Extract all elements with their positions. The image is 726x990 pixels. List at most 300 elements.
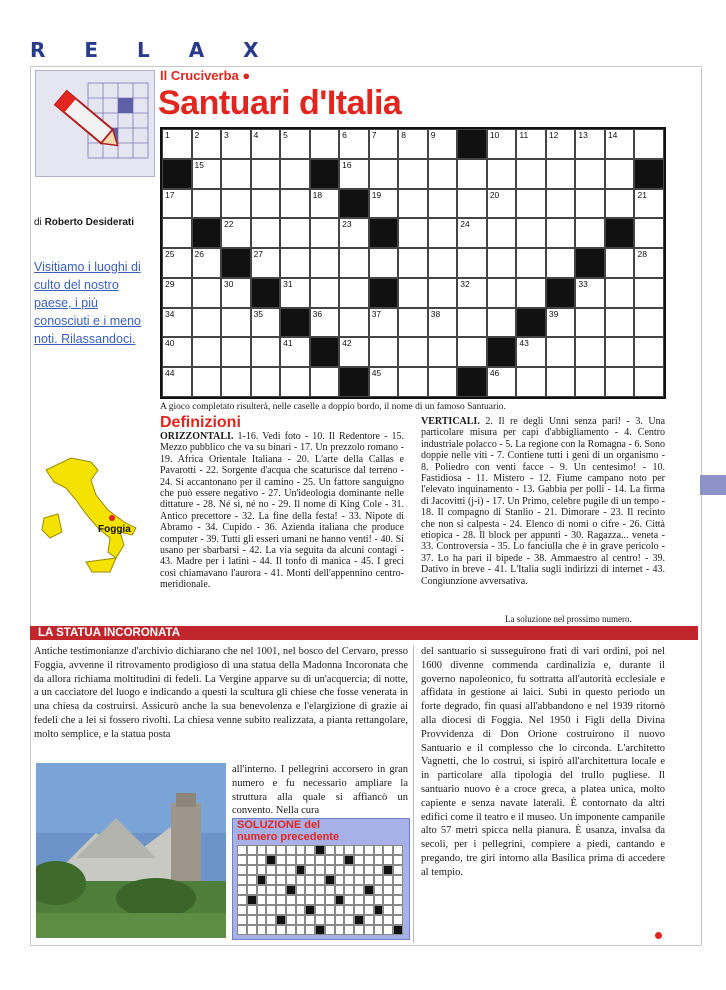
grid-cell[interactable] xyxy=(192,337,222,367)
grid-cell[interactable] xyxy=(516,248,546,278)
solution-cell xyxy=(383,885,393,895)
solution-cell xyxy=(276,885,286,895)
solution-cell xyxy=(296,915,306,925)
previous-solution-grid xyxy=(237,845,403,935)
grid-cell[interactable] xyxy=(516,367,546,397)
tagline: Visitiamo i luoghi di culto del nostro paese, i più conosciuti e i meno noti. Rilassandoci. xyxy=(34,260,142,346)
grid-cell[interactable] xyxy=(516,189,546,219)
grid-cell[interactable] xyxy=(428,159,458,189)
grid-cell[interactable] xyxy=(221,367,251,397)
grid-cell[interactable] xyxy=(192,189,222,219)
solution-cell xyxy=(325,875,335,885)
solution-cell xyxy=(315,885,325,895)
grid-cell[interactable] xyxy=(221,337,251,367)
grid-cell[interactable] xyxy=(221,248,251,278)
grid-cell[interactable] xyxy=(251,159,281,189)
grid-cell[interactable] xyxy=(398,218,428,248)
grid-cell[interactable] xyxy=(369,189,399,219)
grid-cell[interactable] xyxy=(516,308,546,338)
grid-cell[interactable] xyxy=(398,129,428,159)
grid-cell[interactable] xyxy=(310,337,340,367)
grid-cell[interactable] xyxy=(221,129,251,159)
previous-solution-title: SOLUZIONE del numero precedente xyxy=(237,819,340,843)
grid-cell[interactable] xyxy=(428,337,458,367)
grid-cell[interactable] xyxy=(457,278,487,308)
cell-number: 16 xyxy=(342,159,352,170)
grid-cell[interactable] xyxy=(310,129,340,159)
cell-number: 46 xyxy=(489,368,500,379)
grid-cell[interactable] xyxy=(339,367,369,397)
grid-cell[interactable] xyxy=(339,248,369,278)
grid-cell[interactable] xyxy=(428,367,458,397)
cell-number: 11 xyxy=(519,130,529,140)
grid-cell[interactable] xyxy=(605,308,635,338)
solution-cell xyxy=(325,855,335,865)
solution-cell xyxy=(335,855,345,865)
grid-cell[interactable] xyxy=(398,248,428,278)
solution-cell xyxy=(276,845,286,855)
grid-cell[interactable] xyxy=(251,337,281,367)
solution-cell xyxy=(354,845,364,855)
cell-number: 13 xyxy=(578,130,588,140)
grid-cell[interactable] xyxy=(221,218,251,248)
grid-cell[interactable] xyxy=(398,189,428,219)
author-line: di Roberto Desiderati xyxy=(34,217,135,228)
grid-cell[interactable] xyxy=(605,129,635,159)
grid-cell[interactable] xyxy=(280,218,310,248)
grid-cell[interactable] xyxy=(162,308,192,338)
vertical-clues: VERTICALI. 2. Il re degli Unni senza pari! - 3. Una particolare misura per capi d'abbigliamento - 4. Centro industriale polacco - 5. La regione con la Romagna - 6. Sono doppie nelle viti - 7. Contiene tutti i geni di un organismo - 8. Poliedro con venti facce - 9. Un centesimo! - 10. Fastidiosa - 11. Mistero - 12. Fiume campano noto per l'elevato inquinamento - 13. Gabbia per polli - 14. La firma di Jacovitti (j-i) - 17. Un Primo, celebre pugile di un tempo - 18. Il compagno di Stanlio - 21. Dimorare - 23. Il recinto che non si calpesta - 24. Elenco di nomi o cifre - 26. Città etiopica - 28. Il block per appunti - 30. Ragazza... veneta - 33. Controversia - 35. Lo fanciulla che è in grave pericolo - 37. Lo ha pari il bipede - 38. Ammaestro al centro! - 39. Dativo in breve - 41. L'Italia sugli indirizzi di internet - 43. Congiunzione avversativa. xyxy=(421,416,666,587)
grid-cell[interactable] xyxy=(369,367,399,397)
grid-cell[interactable] xyxy=(339,189,369,219)
solution-cell xyxy=(296,925,306,935)
grid-cell[interactable] xyxy=(251,308,281,338)
grid-cell[interactable] xyxy=(369,337,399,367)
solution-cell xyxy=(276,925,286,935)
solution-cell xyxy=(257,905,267,915)
grid-cell[interactable] xyxy=(192,308,222,338)
grid-cell[interactable] xyxy=(487,367,517,397)
cell-number: 45 xyxy=(371,368,382,379)
grid-cell[interactable] xyxy=(162,189,192,219)
solution-cell xyxy=(383,865,393,875)
grid-cell[interactable] xyxy=(457,308,487,338)
crossword-logo xyxy=(35,70,155,177)
grid-cell[interactable] xyxy=(192,278,222,308)
grid-cell[interactable] xyxy=(398,278,428,308)
horizontal-clues: ORIZZONTALI. 1-16. Vedi foto - 10. Il Redentore - 15. Mezzo pubblico che va su binari - 17. Un prezzolo romano - 19. Africa Orientale Italiana - 20. L'arte della Callas e Pavarotti - 22. Sorgente d'acqua che scaturisce dal terreno - 24. Si accantonano per il camino - 25. Un fattore sanguigno che può essere negativo - 27. Un'ideologia dominante nelle dittature - 28. Né sì, né no - 29. Il nome di King Cole - 31. Antico precettore - 32. La fine della festa! - 33. Nipote di Abramo - 34. Cupido - 36. Azienda italiana che produce computer - 39. Tutti gli esseri umani ne hanno venti! - 40. Si usano per sbarbarsi - 42. La via seguita da alcuni contagi - 43. Madre per i latini - 44. Il tonfo di manica - 45. I greci così chiamavano l'aurora - 41. Monti dell'appennino centro-meridionale. xyxy=(160,431,405,591)
grid-cell[interactable] xyxy=(575,308,605,338)
grid-cell[interactable] xyxy=(546,308,576,338)
solution-cell xyxy=(305,905,315,915)
grid-cell[interactable] xyxy=(369,278,399,308)
grid-cell[interactable] xyxy=(605,248,635,278)
solution-cell xyxy=(237,875,247,885)
grid-cell[interactable] xyxy=(516,159,546,189)
solution-cell xyxy=(393,845,403,855)
cell-number: 31 xyxy=(283,278,293,289)
grid-cell[interactable] xyxy=(457,248,487,278)
solution-cell xyxy=(266,865,276,875)
grid-cell[interactable] xyxy=(428,308,458,338)
cell-number: 25 xyxy=(165,249,175,260)
solution-cell xyxy=(393,875,403,885)
grid-note: A gioco completato risulterà, nelle caselle a doppio bordo, il nome di un famoso Santuario. xyxy=(160,402,506,412)
grid-cell[interactable] xyxy=(516,218,546,248)
grid-cell[interactable] xyxy=(162,337,192,367)
grid-cell[interactable] xyxy=(280,189,310,219)
solution-cell xyxy=(315,915,325,925)
grid-cell[interactable] xyxy=(428,129,458,159)
solution-cell xyxy=(296,865,306,875)
grid-cell[interactable] xyxy=(457,337,487,367)
cell-number: 5 xyxy=(283,130,288,140)
solution-cell xyxy=(237,885,247,895)
grid-cell[interactable] xyxy=(605,189,635,219)
grid-cell[interactable] xyxy=(457,189,487,219)
cell-number: 15 xyxy=(194,159,204,170)
grid-cell[interactable] xyxy=(605,337,635,367)
grid-cell[interactable] xyxy=(280,129,310,159)
solution-cell xyxy=(383,855,393,865)
solution-cell xyxy=(374,855,384,865)
solution-cell xyxy=(247,845,257,855)
grid-cell[interactable] xyxy=(162,367,192,397)
solution-cell xyxy=(325,905,335,915)
grid-cell[interactable] xyxy=(428,278,458,308)
cell-number: 22 xyxy=(224,219,234,230)
grid-cell[interactable] xyxy=(310,367,340,397)
solution-cell xyxy=(344,895,354,905)
grid-cell[interactable] xyxy=(634,308,664,338)
grid-cell[interactable] xyxy=(251,367,281,397)
solution-cell xyxy=(383,925,393,935)
solution-cell xyxy=(364,885,374,895)
solution-cell xyxy=(247,925,257,935)
grid-cell[interactable] xyxy=(339,308,369,338)
grid-cell[interactable] xyxy=(398,337,428,367)
cell-number: 19 xyxy=(371,189,382,200)
grid-cell[interactable] xyxy=(251,218,281,248)
solution-cell xyxy=(354,855,364,865)
grid-cell[interactable] xyxy=(398,159,428,189)
solution-cell xyxy=(374,875,384,885)
solution-cell xyxy=(276,905,286,915)
grid-cell[interactable] xyxy=(634,367,664,397)
cell-number: 1 xyxy=(165,130,170,140)
solution-cell xyxy=(325,915,335,925)
grid-cell[interactable] xyxy=(487,308,517,338)
puzzle-title: Santuari d'Italia xyxy=(158,84,402,122)
grid-cell[interactable] xyxy=(339,337,369,367)
grid-cell[interactable] xyxy=(546,189,576,219)
grid-cell[interactable] xyxy=(487,248,517,278)
grid-cell[interactable] xyxy=(634,337,664,367)
grid-cell[interactable] xyxy=(575,189,605,219)
puzzle-kicker: Il Cruciverba ● xyxy=(160,68,251,83)
solution-cell xyxy=(237,905,247,915)
solution-cell xyxy=(335,875,345,885)
grid-cell[interactable] xyxy=(546,337,576,367)
grid-cell[interactable] xyxy=(575,159,605,189)
solution-cell xyxy=(344,885,354,895)
solution-cell xyxy=(364,915,374,925)
solution-cell xyxy=(257,855,267,865)
solution-cell xyxy=(257,885,267,895)
solution-cell xyxy=(286,845,296,855)
cell-number: 17 xyxy=(165,189,175,200)
grid-cell[interactable] xyxy=(487,129,517,159)
grid-cell[interactable] xyxy=(575,278,605,308)
solution-cell xyxy=(374,895,384,905)
solution-cell xyxy=(305,845,315,855)
solution-cell xyxy=(296,875,306,885)
grid-cell[interactable] xyxy=(634,278,664,308)
solution-cell xyxy=(364,845,374,855)
solution-cell xyxy=(325,925,335,935)
grid-cell[interactable] xyxy=(310,218,340,248)
grid-cell[interactable] xyxy=(575,337,605,367)
cell-number: 38 xyxy=(430,308,441,319)
solution-cell xyxy=(325,845,335,855)
grid-cell[interactable] xyxy=(634,189,664,219)
solution-cell xyxy=(305,885,315,895)
solution-cell xyxy=(374,925,384,935)
grid-cell[interactable] xyxy=(634,159,664,189)
solution-cell xyxy=(325,885,335,895)
solution-cell xyxy=(276,855,286,865)
solution-cell xyxy=(286,865,296,875)
grid-cell[interactable] xyxy=(457,218,487,248)
solution-cell xyxy=(266,875,276,885)
grid-cell[interactable] xyxy=(605,278,635,308)
grid-cell[interactable] xyxy=(487,218,517,248)
solution-cell xyxy=(364,865,374,875)
solution-cell xyxy=(286,875,296,885)
grid-cell[interactable] xyxy=(310,159,340,189)
grid-cell[interactable] xyxy=(575,248,605,278)
grid-cell[interactable] xyxy=(575,367,605,397)
grid-cell[interactable] xyxy=(162,159,192,189)
grid-cell[interactable] xyxy=(280,337,310,367)
grid-cell[interactable] xyxy=(428,218,458,248)
grid-cell[interactable] xyxy=(251,129,281,159)
cell-number: 4 xyxy=(253,130,259,140)
grid-cell[interactable] xyxy=(457,129,487,159)
grid-cell[interactable] xyxy=(428,248,458,278)
cell-number: 36 xyxy=(312,308,323,319)
grid-cell[interactable] xyxy=(428,189,458,219)
solution-cell xyxy=(266,855,276,865)
solution-cell xyxy=(374,845,384,855)
grid-cell[interactable] xyxy=(310,189,340,219)
cell-number: 32 xyxy=(460,278,470,289)
solution-cell xyxy=(266,895,276,905)
grid-cell[interactable] xyxy=(162,278,192,308)
grid-cell[interactable] xyxy=(516,129,546,159)
solution-cell xyxy=(257,895,267,905)
grid-cell[interactable] xyxy=(487,278,517,308)
article-left-text: Antiche testimonianze d'archivio dichiarano che nel 1001, nel bosco del Cervaro, presso Foggia, avvenne il ritrovamento prodigioso di una statua della Madonna Incoronata che da allora richiama moltitudini di fedeli. La Vergine apparve su di un'acquercia; di notte, a un cacciatore del luogo e indicando a questi la scultura gli chiese che fosse venerata in una chiesa da costruirsi. Assicurò anche la sua benevolenza e l'elargizione di grazie ai fedeli che a lei si fossero rivolti. La chiesa venne subito realizzata, a pianta rettangolare, molto semplice, e la statua posta xyxy=(34,646,408,740)
cell-number: 12 xyxy=(548,130,559,140)
cell-number: 3 xyxy=(224,130,229,140)
grid-cell[interactable] xyxy=(546,367,576,397)
solution-cell xyxy=(374,905,384,915)
grid-cell[interactable] xyxy=(546,159,576,189)
grid-cell[interactable] xyxy=(516,278,546,308)
grid-cell[interactable] xyxy=(251,248,281,278)
solution-cell xyxy=(315,875,325,885)
grid-cell[interactable] xyxy=(575,218,605,248)
grid-cell[interactable] xyxy=(192,218,222,248)
grid-cell[interactable] xyxy=(634,218,664,248)
grid-cell[interactable] xyxy=(192,129,222,159)
crossword-grid[interactable] xyxy=(160,127,666,399)
solution-cell xyxy=(393,905,403,915)
grid-cell[interactable] xyxy=(457,367,487,397)
cell-number: 44 xyxy=(165,368,175,379)
grid-cell[interactable] xyxy=(280,278,310,308)
solution-cell xyxy=(296,855,306,865)
grid-cell[interactable] xyxy=(339,129,369,159)
grid-cell[interactable] xyxy=(634,129,664,159)
grid-cell[interactable] xyxy=(369,129,399,159)
cell-number: 24 xyxy=(460,219,470,230)
article-right-text: del santuario si susseguirono frati di vari ordini, poi nel 1600 divenne commenda cardinalizia e, durante il governo napoleonico, fu sottratta all'autorità ecclesiale e affidata in gestione ai laici. Subì in questo periodo un forte degrado, fin quasi all'abbandono e nel 1939 ritornò alla diocesi di Foggia. Nel 1950 i Figli della Divina Provvidenza di Don Orione costruirono il nuovo Santuario e il complesso che lo circonda. L'architetto Vagnetti, che lo costruì, si ispirò all'architettura locale e in particolare alla tipologia del trullo pugliese. Il santuario nuovo è a croce greca, a platea unica, molto capiente e senza navate laterali. È contornato da altri edifici come il teatro e il museo. Un imponente campanile alto 57 metri spicca nella pianura. È usanza, invalsa da secoli, per i pellegrini, compiere a piedi, cantando e pregando, tre giri intorno alla Basilica prima di accedere al tempio. xyxy=(421,646,665,878)
cell-number: 6 xyxy=(342,130,347,140)
solution-cell xyxy=(383,905,393,915)
solution-cell xyxy=(247,875,257,885)
solution-cell xyxy=(237,865,247,875)
grid-cell[interactable] xyxy=(251,278,281,308)
solution-cell xyxy=(364,895,374,905)
solution-cell xyxy=(266,905,276,915)
solution-cell xyxy=(335,895,345,905)
grid-cell[interactable] xyxy=(221,159,251,189)
grid-cell[interactable] xyxy=(575,129,605,159)
grid-cell[interactable] xyxy=(605,367,635,397)
solution-cell xyxy=(247,895,257,905)
solution-cell xyxy=(296,905,306,915)
solution-cell xyxy=(374,865,384,875)
grid-cell[interactable] xyxy=(546,278,576,308)
cell-number: 34 xyxy=(165,308,175,319)
solution-cell xyxy=(383,845,393,855)
grid-cell[interactable] xyxy=(310,248,340,278)
grid-cell[interactable] xyxy=(605,218,635,248)
cell-number: 37 xyxy=(371,308,382,319)
grid-cell[interactable] xyxy=(546,218,576,248)
solution-cell xyxy=(286,855,296,865)
grid-cell[interactable] xyxy=(339,218,369,248)
grid-cell[interactable] xyxy=(398,308,428,338)
grid-cell[interactable] xyxy=(162,248,192,278)
cell-number: 40 xyxy=(165,338,175,349)
grid-cell[interactable] xyxy=(487,189,517,219)
map-label: Foggia xyxy=(98,524,131,535)
grid-cell[interactable] xyxy=(280,159,310,189)
solution-cell xyxy=(286,885,296,895)
solution-cell xyxy=(354,905,364,915)
solution-cell xyxy=(344,925,354,935)
grid-cell[interactable] xyxy=(280,308,310,338)
cell-number: 39 xyxy=(548,308,559,319)
cell-number: 21 xyxy=(637,189,647,200)
solution-cell xyxy=(354,875,364,885)
cell-number: 30 xyxy=(224,278,234,289)
grid-cell[interactable] xyxy=(280,248,310,278)
cell-number: 7 xyxy=(371,130,377,140)
grid-cell[interactable] xyxy=(634,248,664,278)
solution-cell xyxy=(335,925,345,935)
cell-number: 2 xyxy=(194,130,200,140)
column-divider xyxy=(413,645,414,943)
grid-cell[interactable] xyxy=(162,218,192,248)
solution-cell xyxy=(393,925,403,935)
grid-cell[interactable] xyxy=(310,308,340,338)
grid-cell[interactable] xyxy=(251,189,281,219)
solution-cell xyxy=(247,855,257,865)
solution-cell xyxy=(296,845,306,855)
solution-cell xyxy=(286,925,296,935)
grid-cell[interactable] xyxy=(192,159,222,189)
solution-cell xyxy=(315,895,325,905)
grid-cell[interactable] xyxy=(221,278,251,308)
solution-cell xyxy=(266,885,276,895)
grid-cell[interactable] xyxy=(369,218,399,248)
grid-cell[interactable] xyxy=(398,367,428,397)
cell-number: 43 xyxy=(519,338,529,349)
grid-cell[interactable] xyxy=(369,248,399,278)
grid-cell[interactable] xyxy=(339,278,369,308)
solution-cell xyxy=(364,925,374,935)
grid-cell[interactable] xyxy=(369,159,399,189)
grid-cell[interactable] xyxy=(192,248,222,278)
cell-number: 9 xyxy=(430,130,436,140)
grid-cell[interactable] xyxy=(487,159,517,189)
grid-cell[interactable] xyxy=(192,367,222,397)
grid-cell[interactable] xyxy=(162,129,192,159)
grid-cell[interactable] xyxy=(487,337,517,367)
solution-cell xyxy=(393,855,403,865)
grid-cell[interactable] xyxy=(280,367,310,397)
section-header: R E L A X xyxy=(30,38,275,62)
solution-cell xyxy=(393,915,403,925)
grid-cell[interactable] xyxy=(339,159,369,189)
solution-cell xyxy=(335,845,345,855)
solution-cell xyxy=(305,875,315,885)
grid-cell[interactable] xyxy=(457,159,487,189)
grid-cell[interactable] xyxy=(310,278,340,308)
solution-cell xyxy=(296,885,306,895)
grid-cell[interactable] xyxy=(221,189,251,219)
grid-cell[interactable] xyxy=(516,337,546,367)
solution-cell xyxy=(237,925,247,935)
grid-cell[interactable] xyxy=(605,159,635,189)
article-section-title: LA STATUA INCORONATA xyxy=(38,627,181,639)
solution-cell xyxy=(344,875,354,885)
solution-cell xyxy=(344,845,354,855)
solution-cell xyxy=(344,865,354,875)
solution-cell xyxy=(315,865,325,875)
grid-cell[interactable] xyxy=(546,129,576,159)
solution-cell xyxy=(335,905,345,915)
grid-cell[interactable] xyxy=(369,308,399,338)
grid-cell[interactable] xyxy=(221,308,251,338)
grid-cell[interactable] xyxy=(546,248,576,278)
cell-number: 35 xyxy=(253,308,264,319)
solution-cell xyxy=(247,865,257,875)
